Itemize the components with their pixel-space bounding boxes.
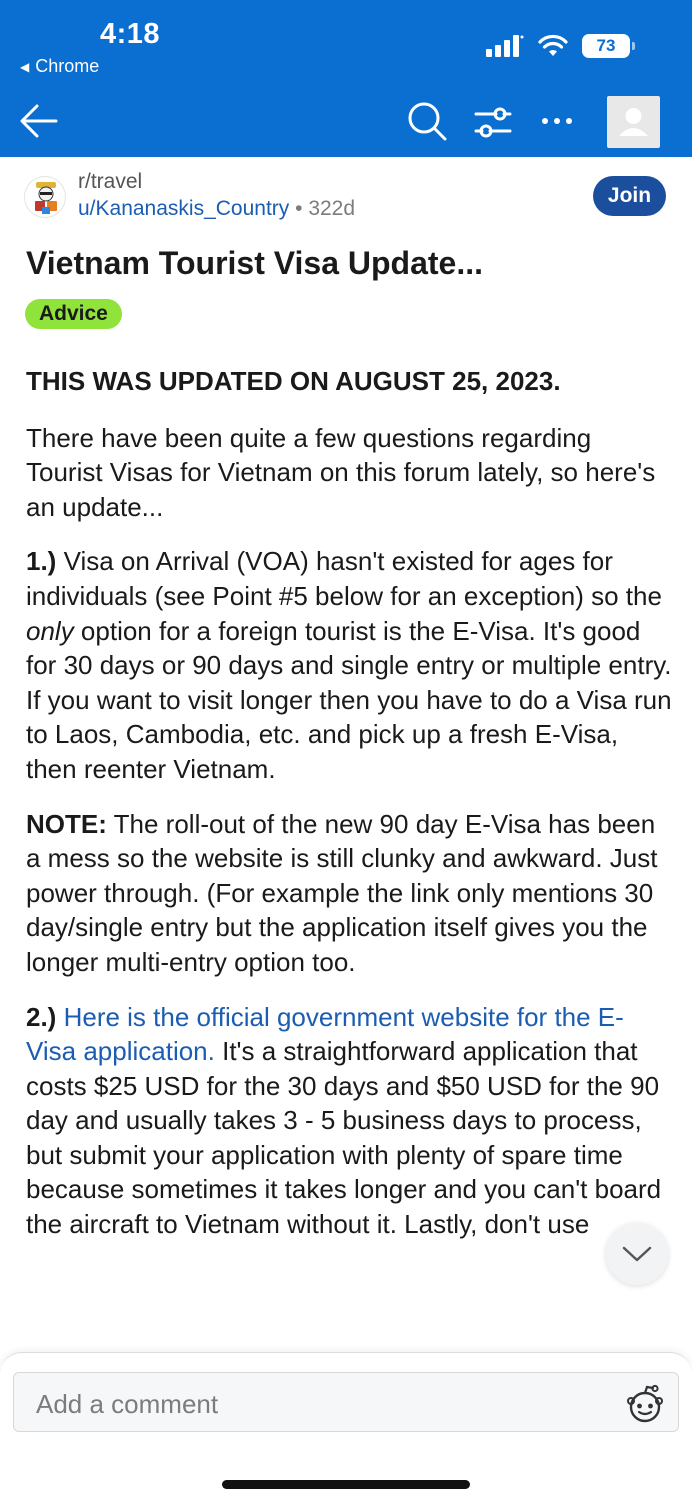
status-time: 4:18 bbox=[100, 18, 161, 50]
battery-indicator bbox=[582, 34, 630, 58]
battery-level: 73 bbox=[596, 36, 616, 55]
comment-input[interactable] bbox=[13, 1372, 679, 1432]
filter-sort-icon[interactable] bbox=[472, 102, 514, 142]
status-icons bbox=[486, 34, 630, 58]
evisa-website-link[interactable]: Here is the official government website for the E-Visa application. bbox=[26, 1001, 624, 1067]
comment-bar bbox=[0, 1352, 692, 1500]
join-button[interactable]: Join bbox=[593, 176, 666, 216]
snoo-emoji-icon[interactable] bbox=[624, 1383, 666, 1425]
point-1-number: 1.) bbox=[26, 546, 57, 577]
point-2-paragraph bbox=[26, 1000, 672, 1242]
point-2-text: It's a straightforward application that costs $25 USD for the 30 days and $50 USD for the 90 day and usually takes 3 - 5 business days to process, but submit your application with plenty of spare time because sometimes it takes longer and you can't board the aircraft to Vietnam without it. Lastly, don't use bbox=[26, 1036, 662, 1240]
point-1-emphasis: only bbox=[26, 615, 74, 646]
subreddit-icon[interactable] bbox=[24, 176, 66, 218]
signal-icon bbox=[486, 34, 524, 58]
update-headline: THIS WAS UPDATED ON AUGUST 25, 2023. bbox=[26, 366, 561, 396]
back-to-app-link[interactable] bbox=[20, 56, 99, 77]
back-app-label: Chrome bbox=[35, 56, 100, 76]
search-icon[interactable] bbox=[406, 100, 448, 142]
author-line bbox=[78, 197, 355, 221]
point-1-text-a: Visa on Arrival (VOA) hasn't existed for ages for individuals (see Point #5 below for an exception) so the bbox=[26, 546, 662, 611]
avatar-placeholder-icon bbox=[607, 96, 660, 148]
back-triangle-icon: ◀ bbox=[20, 59, 30, 74]
user-avatar[interactable] bbox=[607, 96, 660, 148]
back-arrow-icon[interactable] bbox=[18, 100, 60, 142]
author-link[interactable]: u/Kananaskis_Country bbox=[78, 197, 290, 220]
scroll-down-button[interactable] bbox=[606, 1223, 668, 1285]
post-body bbox=[26, 364, 672, 1262]
more-options-icon[interactable] bbox=[538, 106, 576, 136]
subreddit-name[interactable]: r/travel bbox=[78, 170, 143, 193]
comment-placeholder: Add a comment bbox=[36, 1389, 219, 1419]
post-title: Vietnam Tourist Visa Update... bbox=[26, 245, 484, 281]
app-header bbox=[0, 0, 692, 157]
point-1-text-b: option for a foreign tourist is the E-Visa. It's good for 30 days or 90 days and single entry or multiple entry. If you want to visit longer then you have to do a Visa run to Laos, Cambodia, etc. and pick up a fresh E-Visa, then reenter Vietnam. bbox=[26, 615, 672, 784]
intro-paragraph: There have been quite a few questions regarding Tourist Visas for Vietnam on this forum lately, so here's an update... bbox=[26, 422, 656, 522]
note-label: NOTE: bbox=[26, 808, 107, 839]
note-text: The roll-out of the new 90 day E-Visa has been a mess so the website is still clunky and awkward. Just power through. (For example the link only mentions 30 day/single entry but the application itself gives you the longer multi-entry option too. bbox=[26, 808, 658, 977]
home-indicator bbox=[222, 1480, 470, 1489]
chevron-down-icon bbox=[622, 1245, 652, 1263]
travel-snoo-icon bbox=[25, 177, 66, 218]
post-flair[interactable]: Advice bbox=[25, 299, 122, 329]
meta-separator: • bbox=[289, 197, 309, 220]
point-2-number: 2.) bbox=[26, 1001, 57, 1032]
wifi-icon bbox=[538, 34, 568, 58]
note-paragraph bbox=[26, 807, 672, 980]
point-1-paragraph bbox=[26, 544, 672, 786]
post-age: 322d bbox=[308, 197, 356, 220]
